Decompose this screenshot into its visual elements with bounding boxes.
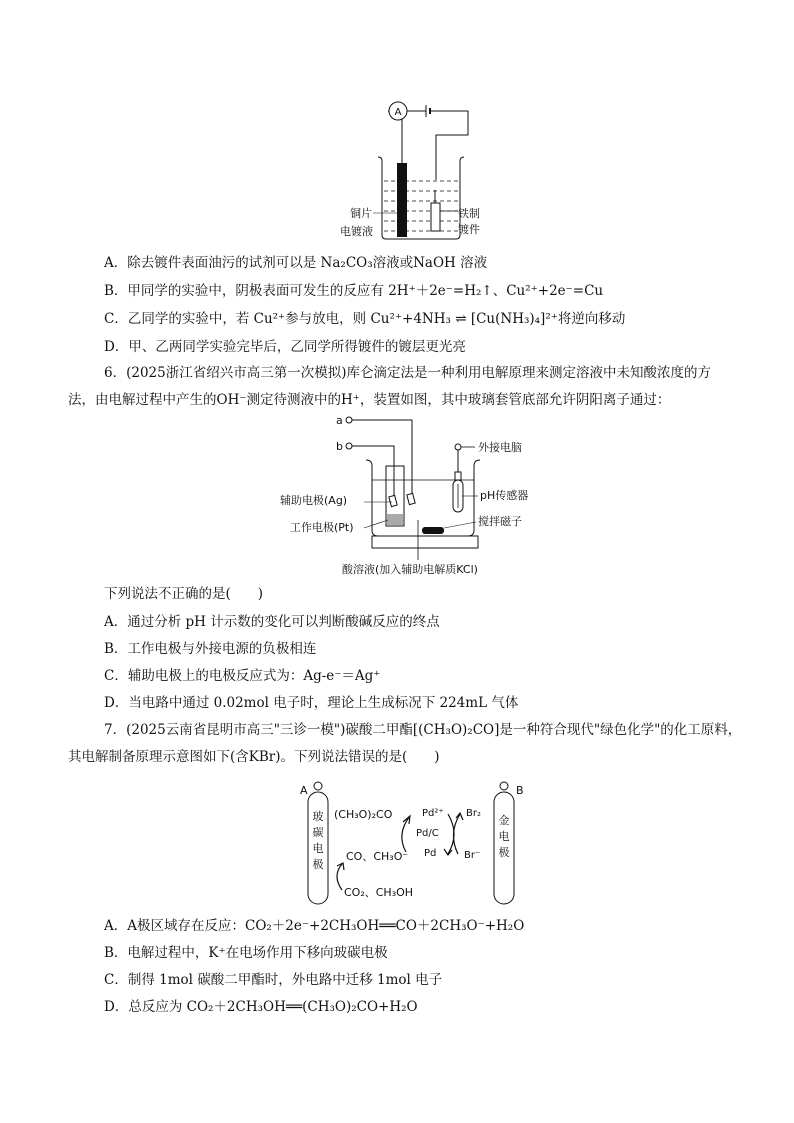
copper-plate [397, 163, 407, 237]
svg-text:Pd: Pd [424, 848, 437, 859]
svg-text:Br₂: Br₂ [466, 808, 481, 819]
svg-text:电: 电 [312, 842, 324, 855]
q6-stem-line2: 法，由电解过程中产生的OH⁻测定待测液中的H⁺，装置如图，其中玻璃套管底部允许阴阳离子通过： [68, 392, 671, 408]
svg-text:辅助电极(Ag): 辅助电极(Ag) [280, 494, 348, 507]
svg-text:铜片: 铜片 [350, 207, 372, 220]
q7-option-c: C．制得 1mol 碳酸二甲酯时，外电路中迁移 1mol 电子 [104, 972, 443, 988]
svg-text:极: 极 [498, 846, 510, 859]
svg-text:CO₂、CH₃OH: CO₂、CH₃OH [344, 886, 414, 899]
q5-option-b: B．甲同学的实验中，阴极表面可发生的反应有 2H⁺＋2e⁻=H₂↑、Cu²⁺+2e⁻=Cu [104, 283, 604, 299]
q7-option-b: B．电解过程中，K⁺在电场作用下移向玻碳电极 [104, 945, 388, 961]
q7-option-d: D．总反应为 CO₂＋2CH₃OH══(CH₃O)₂CO+H₂O [104, 999, 418, 1015]
q5-electroplating-figure [340, 95, 530, 245]
svg-text:搅拌磁子: 搅拌磁子 [478, 515, 522, 528]
q5-option-a: A．除去镀件表面油污的试剂可以是 Na₂CO₃溶液或NaOH 溶液 [104, 255, 488, 271]
svg-text:a: a [336, 414, 343, 427]
svg-text:酸溶液(加入辅助电解质KCl): 酸溶液(加入辅助电解质KCl) [342, 563, 478, 576]
iron-workpiece [431, 203, 440, 231]
q6-coulometric-figure [280, 410, 550, 582]
q6-option-d: D．当电路中通过 0.02mol 电子时，理论上生成标况下 224mL 气体 [104, 695, 519, 711]
svg-text:电镀液: 电镀液 [340, 225, 373, 238]
q5-option-c: C．乙同学的实验中，若 Cu²⁺参与放电，则 Cu²⁺+4NH₃ ⇌ [Cu(NH₃)₄]²⁺将逆向移动 [104, 311, 626, 327]
svg-text:碳: 碳 [312, 826, 324, 839]
svg-text:金: 金 [498, 814, 510, 827]
svg-text:Pd²⁺: Pd²⁺ [422, 808, 444, 819]
svg-text:外接电脑: 外接电脑 [478, 441, 522, 454]
svg-text:电: 电 [498, 830, 510, 843]
svg-text:(CH₃O)₂CO: (CH₃O)₂CO [334, 808, 393, 821]
svg-text:铁制: 铁制 [458, 207, 480, 220]
q6-option-b: B．工作电极与外接电源的负极相连 [104, 641, 317, 657]
q7-stem-line2: 其电解制备原理示意图如下(含KBr)。下列说法错误的是( ) [68, 749, 440, 765]
svg-text:CO、CH₃O⁻: CO、CH₃O⁻ [346, 850, 409, 863]
svg-text:Br⁻: Br⁻ [464, 850, 481, 861]
svg-text:镀件: 镀件 [458, 223, 480, 236]
svg-text:A: A [394, 107, 402, 118]
q6-question: 下列说法不正确的是( ) [104, 586, 264, 602]
svg-text:Pd/C: Pd/C [416, 828, 439, 839]
q6-option-a: A．通过分析 pH 计示数的变化可以判断酸碱反应的终点 [104, 614, 440, 630]
svg-text:A: A [300, 784, 308, 797]
q6-option-c: C．辅助电极上的电极反应式为：Ag-e⁻＝Ag⁺ [104, 668, 381, 684]
svg-text:b: b [336, 440, 343, 453]
q6-stem-line1: 6．(2025浙江省绍兴市高三第一次模拟)库仑滴定法是一种利用电解原理来测定溶液中未知酸浓度的方 [104, 365, 711, 381]
svg-text:极: 极 [312, 858, 324, 871]
svg-text:工作电极(Pt): 工作电极(Pt) [290, 521, 354, 534]
q7-stem-line1: 7．(2025云南省昆明市高三"三诊一模")碳酸二甲酯[(CH₃O)₂CO]是一种符合现代"绿色化学"的化工原料， [104, 722, 742, 738]
q7-electrolysis-figure [298, 778, 538, 906]
svg-text:B: B [516, 784, 524, 797]
q7-option-a: A．A极区域存在反应：CO₂＋2e⁻+2CH₃OH══CO＋2CH₃O⁻+H₂O [104, 918, 525, 934]
svg-text:玻: 玻 [312, 810, 324, 823]
q5-option-d: D．甲、乙两同学实验完毕后，乙同学所得镀件的镀层更光亮 [104, 339, 466, 355]
svg-text:pH传感器: pH传感器 [480, 489, 529, 502]
